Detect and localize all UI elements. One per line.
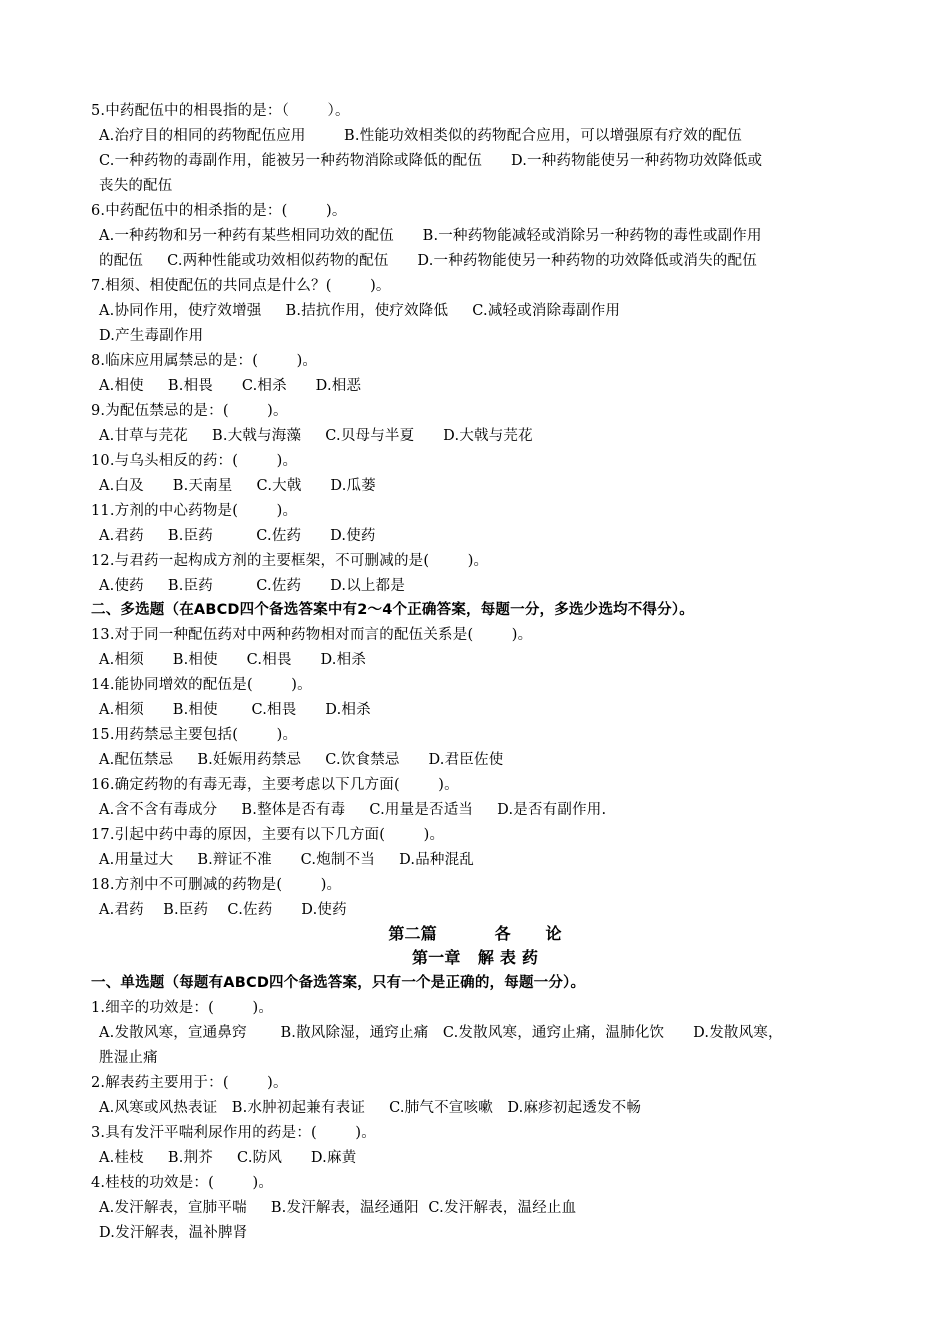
q9-options: A.甘草与芫花 B.大戟与海藻 C.贝母与半夏 D.大戟与芫花 — [99, 428, 533, 444]
q5-stem: 5.中药配伍中的相畏指的是：（ ）。 — [91, 103, 350, 119]
ch1-q4-stem: 4.桂枝的功效是：( )。 — [91, 1175, 274, 1191]
q10-options: A.白及 B.天南星 C.大戟 D.瓜蒌 — [99, 478, 376, 494]
ch1-q1-options-line1: A.发散风寒，宣通鼻窍 B.散风除湿，通窍止痛 C.发散风寒，通窍止痛，温肺化饮 D.发散风寒， — [99, 1025, 783, 1041]
q14-options: A.相须 B.相使 C.相畏 D.相杀 — [99, 702, 371, 718]
section-heading-single-choice: 一、单选题（每题有ABCD四个备选答案，只有一个是正确的，每题一分）。 — [91, 975, 586, 991]
q13-stem: 13.对于同一种配伍药对中两种药物相对而言的配伍关系是( )。 — [91, 627, 533, 643]
ch1-q1-stem: 1.细辛的功效是：( )。 — [91, 1000, 274, 1016]
q12-stem: 12.与君药一起构成方剂的主要框架，不可删减的是( )。 — [91, 553, 489, 569]
q6-options-line1: A.一种药物和另一种药有某些相同功效的配伍 B.一种药物能减轻或消除另一种药物的毒性或副作用 — [99, 228, 762, 244]
q15-options: A.配伍禁忌 B.妊娠用药禁忌 C.饮食禁忌 D.君臣佐使 — [99, 752, 504, 768]
ch1-q4-options-line2: D.发汗解表，温补脾肾 — [99, 1225, 248, 1241]
q8-stem: 8.临床应用属禁忌的是：( )。 — [91, 353, 318, 369]
part-title: 第二篇 各 论 — [388, 924, 562, 943]
q17-stem: 17.引起中药中毒的原因，主要有以下几方面( )。 — [91, 827, 445, 843]
q16-stem: 16.确定药物的有毒无毒，主要考虑以下几方面( )。 — [91, 777, 459, 793]
ch1-q2-options: A.风寒或风热表证 B.水肿初起兼有表证 C.肺气不宣咳嗽 D.麻疹初起透发不畅 — [99, 1100, 642, 1116]
q8-options: A.相使 B.相畏 C.相杀 D.相恶 — [99, 378, 362, 394]
q7-options-line1: A.协同作用，使疗效增强 B.拮抗作用，使疗效降低 C.减轻或消除毒副作用 — [99, 303, 621, 319]
ch1-q2-stem: 2.解表药主要用于：( )。 — [91, 1075, 288, 1091]
q11-stem: 11.方剂的中心药物是( )。 — [91, 503, 298, 519]
ch1-q3-options: A.桂枝 B.荆芥 C.防风 D.麻黄 — [99, 1150, 357, 1166]
q9-stem: 9.为配伍禁忌的是：( )。 — [91, 403, 288, 419]
q18-options: A.君药 B.臣药 C.佐药 D.使药 — [99, 902, 347, 918]
section-heading-multiple-choice: 二、多选题（在ABCD四个备选答案中有2～4个正确答案，每题一分，多选少选均不得分）。 — [91, 602, 694, 618]
ch1-q1-options-line2: 胜湿止痛 — [99, 1050, 158, 1066]
q14-stem: 14.能协同增效的配伍是( )。 — [91, 677, 312, 693]
q7-options-line2: D.产生毒副作用 — [99, 328, 204, 344]
q7-stem: 7.相须、相使配伍的共同点是什么？( )。 — [91, 278, 391, 294]
q13-options: A.相须 B.相使 C.相畏 D.相杀 — [99, 652, 367, 668]
q6-stem: 6.中药配伍中的相杀指的是：( )。 — [91, 203, 347, 219]
q5-options-line3: 丧失的配伍 — [99, 178, 173, 194]
q12-options: A.使药 B.臣药 C.佐药 D.以上都是 — [99, 578, 406, 594]
q6-options-line2: 的配伍 C.两种性能或功效相似药物的配伍 D.一种药物能使另一种药物的功效降低或消失的配伍 — [99, 253, 757, 269]
ch1-q3-stem: 3.具有发汗平喘利尿作用的药是：( )。 — [91, 1125, 376, 1141]
q10-stem: 10.与乌头相反的药：( )。 — [91, 453, 298, 469]
q16-options: A.含不含有毒成分 B.整体是否有毒 C.用量是否适当 D.是否有副作用. — [99, 802, 607, 818]
ch1-q4-options-line1: A.发汗解表，宣肺平喘 B.发汗解表，温经通阳 C.发汗解表，温经止血 — [99, 1200, 577, 1216]
q5-options-line2: C.一种药物的毒副作用，能被另一种药物消除或降低的配伍 D.一种药物能使另一种药物功效降低或 — [99, 153, 763, 169]
chapter-title: 第一章 解 表 药 — [411, 948, 539, 967]
q17-options: A.用量过大 B.辩证不准 C.炮制不当 D.品种混乱 — [99, 852, 474, 868]
q11-options: A.君药 B.臣药 C.佐药 D.使药 — [99, 528, 376, 544]
q15-stem: 15.用药禁忌主要包括( )。 — [91, 727, 298, 743]
q18-stem: 18.方剂中不可删减的药物是( )。 — [91, 877, 342, 893]
q5-options-line1: A.治疗目的相同的药物配伍应用 B.性能功效相类似的药物配合应用，可以增强原有疗效的配伍 — [99, 128, 742, 144]
